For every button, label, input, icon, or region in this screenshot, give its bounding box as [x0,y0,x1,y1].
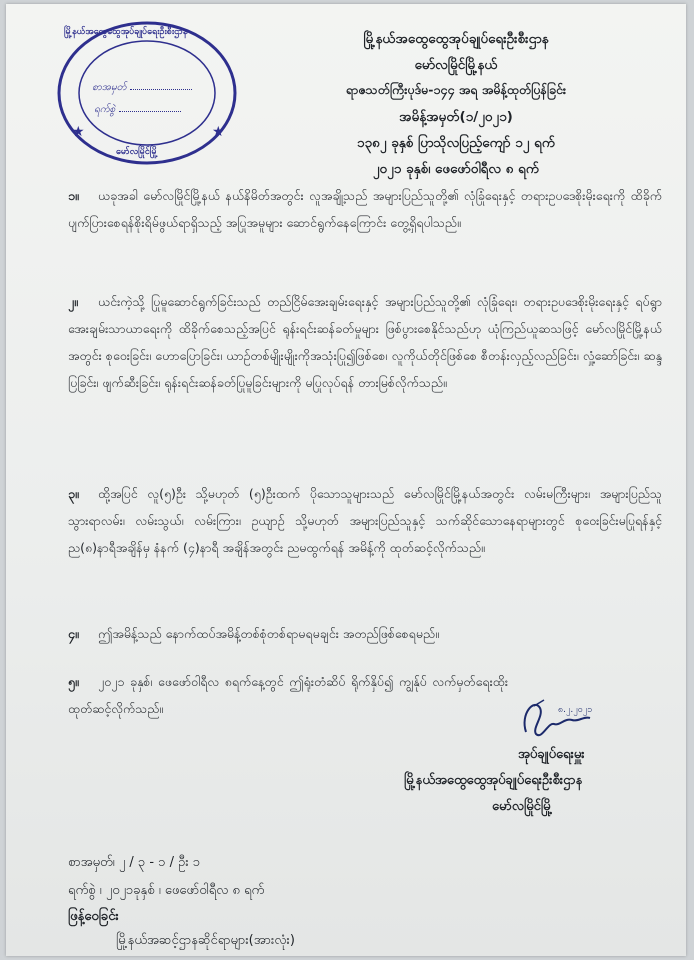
seal-field-date-label: ရက်စွဲ [94,104,116,115]
paragraph-3-number: ၃။ [68,486,79,501]
paragraph-2-number: ၂။ [68,294,78,309]
signatory-office: မြို့နယ်အထွေထွေအုပ်ချုပ်ရေးဦးစီးဌာန [404,773,583,788]
header-department: မြို့နယ်အထွေထွေအုပ်ချုပ်ရေးဦးစီးဌာန [363,31,549,47]
signatory-city: မော်လမြိုင်မြို့ [492,799,553,814]
footer-distribution-label: ဖြန့်ဝေခြင်း [68,909,119,924]
svg-text:★: ★ [72,124,85,140]
paragraph-1-number: ၁။ [68,188,79,203]
paragraph-4 [68,620,662,647]
signature-date: ၈.၂.၂၀၂၁ [558,705,593,715]
footer-reference-number: စာအမှတ်၊ ၂ / ၃ - ၁ / ဦး ၁ [68,855,201,870]
seal-field-date [94,102,181,117]
seal-field-ref-label: စာအမှတ် [92,82,127,93]
seal-field-ref [92,80,192,95]
seal-bottom-text: မော်လမြိုင်မြို့ [116,147,158,157]
official-seal [52,18,242,168]
paragraph-1 [68,182,662,236]
paragraph-2-text: ယင်းကဲ့သို့ ပြုမူဆောင်ရွက်ခြင်းသည် တည်ငြိမ်အေးချမ်းရေးနှင့် အများပြည်သူတို့၏ လုံခြုံရေး၊ တရားဥပဒေစိုးမိုးရေးနှင့် ရပ်ရွာအေးချမ်းသာယာရေးကို ထိခိုက်စေသည့်အပြင် ရုန်းရင်းဆန်ခတ်မှုများ ဖြစ်ပွားစေနိုင်သည်ဟု ယုံကြည်ယူဆသဖြင့် မော်လမြိုင်မြို့နယ်အတွင်း စုဝေးခြင်း၊ ဟောပြောခြင်း၊ ယာဉ်တစ်မျိုးမျိုးကိုအသုံးပြု၍ဖြစ်စေ၊ လူကိုယ်တိုင်ဖြစ်စေ စီတန်းလှည့်လည်ခြင်း၊ လှုံ့ဆော်ခြင်း၊ ဆန္ဒပြခြင်း၊ ဖျက်ဆီးခြင်း၊ ရုန်းရင်းဆန်ခတ်ပြုမူခြင်းများကို မပြုလုပ်ရန် တားမြစ်လိုက်သည်။ [68,294,662,390]
header-order-subject: ရာဇသတ်ကြီးပုဒ်မ-၁၄၄ အရ အမိန့်ထုတ်ပြန်ခြင်း [345,82,567,97]
paragraph-5-number: ၅။ [68,674,79,689]
seal-ring-text: မြို့နယ်အထွေထွေအုပ်ချုပ်ရေးဦးစီးဌာန [64,27,188,37]
header-township: မော်လမြိုင်မြို့နယ် [414,57,498,73]
signature-scribble [514,694,594,744]
footer-distribution-recipients: မြို့နယ်အဆင့်ဌာနဆိုင်ရာများ(အားလုံး) [116,933,295,948]
paragraph-1-text: ယခုအခါ မော်လမြိုင်မြို့နယ် နယ်နိမိတ်အတွင်း လူအချို့သည် အများပြည်သူတို့၏ လုံခြုံရေးနှင့် တရားဥပဒေစိုးမိုးရေးကို ထိခိုက်ပျက်ပြားစေရန်စိုးရိမ်ဖွယ်ရာရှိသည့် အပြုအမူများ ဆောင်ရွက်နေကြောင်း တွေ့ရှိရပါသည်။ [68,188,662,230]
paragraph-3-text: ထို့အပြင် လူ(၅)ဦး သို့မဟုတ် (၅)ဦးထက် ပိုသောသူများသည် မော်လမြိုင်မြို့နယ်အတွင်း လမ်းမကြီးများ၊ အများပြည်သူသွားရာလမ်း၊ လမ်းသွယ်၊ လမ်းကြား၊ ဥယျာဉ် သို့မဟုတ် အများပြည်သူနှင့် သက်ဆိုင်သောနေရာများတွင် စုဝေးခြင်းမပြုရန်နှင့် ည(၈)နာရီအချိန်မှ နံနက် (၄)နာရီ အချိန်အတွင်း ညမထွက်ရန် အမိန့်ကို ထုတ်ဆင့်လိုက်သည်။ [68,486,662,555]
paragraph-3 [68,480,662,561]
paragraph-2 [68,288,662,396]
header-gregorian-date: ၂၀၂၁ ခုနှစ်၊ ဖေဖော်ဝါရီလ ၈ ရက် [372,161,540,177]
paragraph-4-number: ၄။ [68,626,79,641]
header-order-number: အမိန့်အမှတ်(၁/၂၀၂၁) [399,109,513,125]
header-myanmar-date: ၁၃၈၂ ခုနှစ် ပြာသိုလပြည့်ကျော် ၁၂ ရက် [356,135,556,151]
document-page [6,4,686,956]
paragraph-5 [68,668,508,722]
footer-date: ရက်စွဲ ၊ ၂၀၂၁ခုနှစ် ၊ ဖေဖော်ဝါရီလ ၈ ရက် [68,883,265,898]
signatory-title: အုပ်ချုပ်ရေးမှူး [518,747,585,762]
signature [514,694,594,744]
svg-text:★: ★ [212,124,225,140]
paragraph-4-text: ဤအမိန့်သည် နောက်ထပ်အမိန့်တစ်စုံတစ်ရာမရမချင်း အတည်ဖြစ်စေရမည်။ [98,626,439,641]
paragraph-5-text: ၂၀၂၁ ခုနှစ်၊ ဖေဖော်ဝါရီလ ၈ရက်နေ့တွင် ဤရုံးတံဆိပ် ရိုက်နှိပ်၍ ကျွန်ုပ် လက်မှတ်ရေးထိုး ထုတ်ဆင့်လိုက်သည်။ [68,674,508,716]
